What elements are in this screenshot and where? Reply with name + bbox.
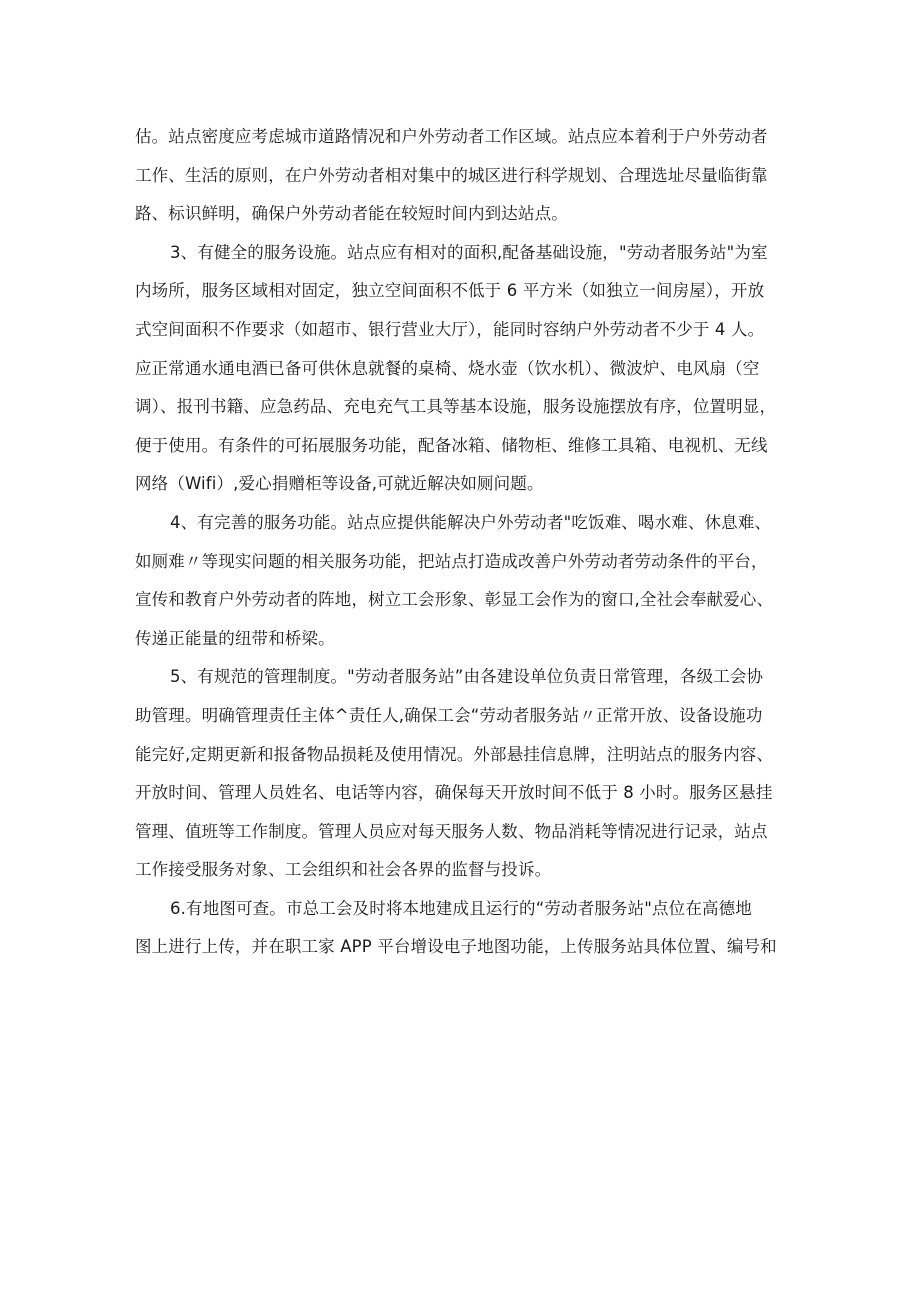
paragraph-facilities-line: 便于使用。有条件的可拓展服务功能，配备冰箱、储物柜、维修工具箱、电视机、无线: [135, 435, 768, 455]
paragraph-facilities-line: 网络（Wifi）,爱心捐赠柜等设备,可就近解决如厕问题。: [135, 474, 544, 494]
paragraph-site-density-line: 估。站点密度应考虑城市道路情况和户外劳动者工作区域。站点应本着利于户外劳动者: [135, 127, 768, 146]
paragraph-management-line: 能完好,定期更新和报备物品损耗及使用情况。外部悬挂信息牌，注明站点的服务内容、: [135, 744, 774, 764]
document-body: [135, 118, 795, 967]
paragraph-management-line: 助管理。明确管理责任主体^责任人,确保工会“劳动者服务站〃正常开放、设备设施功: [135, 705, 763, 725]
paragraph-facilities-line: 调）、报刊书籍、应急药品、充电充气工具等基本设施，服务设施摆放有序，位置明显，: [135, 397, 777, 417]
paragraph-functions-line: 宣传和教育户外劳动者的阵地，树立工会形象、彰显工会作为的窗口,全社会奉献爱心、: [135, 590, 774, 610]
paragraph-functions-line: 4、有完善的服务功能。站点应提供能解决户外劳动者"吃饭难、喝水难、休息难、: [170, 512, 772, 532]
paragraph-site-density-line: 路、标识鲜明，确保户外劳动者能在较短时间内到达站点。: [135, 204, 568, 224]
paragraph-management-line: 开放时间、管理人员姓名、电话等内容，确保每天开放时间不低于 8 小时。服务区悬挂: [135, 783, 773, 803]
paragraph-management-line: 5、有规范的管理制度。"劳动者服务站”由各建设单位负责日常管理，各级工会协: [170, 667, 764, 687]
paragraph-map-line: 6.有地图可查。市总工会及时将本地建成且运行的“劳动者服务站"点位在高德地: [170, 898, 752, 918]
paragraph-facilities-line: 应正常通水通电酒已备可供休息就餐的桌椅、烧水壶（饮水机）、微波炉、电风扇（空: [135, 358, 760, 378]
paragraph-facilities-line: 内场所，服务区域相对固定，独立空间面积不低于 6 平方米（如独立一间房屋），开放: [135, 281, 765, 301]
paragraph-site-density-line: 工作、生活的原则，在户外劳动者相对集中的城区进行科学规划、合理选址尽量临街靠: [135, 165, 768, 185]
paragraph-facilities-line: 式空间面积不作要求（如超市、银行营业大厅），能同时容纳户外劳动者不少于 4 人。: [135, 319, 765, 339]
paragraph-management-line: 工作接受服务对象、工会组织和社会各界的监督与投诉。: [135, 860, 552, 880]
paragraph-management-line: 管理、值班等工作制度。管理人员应对每天服务人数、物品消耗等情况进行记录，站点: [135, 821, 768, 841]
paragraph-map-line: 图上进行上传，并在职工家 APP 平台增设电子地图功能，上传服务站具体位置、编号和: [135, 937, 777, 957]
paragraph-functions-line: 如厕难〃等现实问题的相关服务功能，把站点打造成改善户外劳动者劳动条件的平台，: [135, 551, 768, 571]
paragraph-facilities-line: 3、有健全的服务设施。站点应有相对的面积,配备基础设施，"劳动者服务站"为室: [170, 242, 768, 262]
paragraph-functions-line: 传递正能量的纽带和桥梁。: [135, 628, 335, 648]
